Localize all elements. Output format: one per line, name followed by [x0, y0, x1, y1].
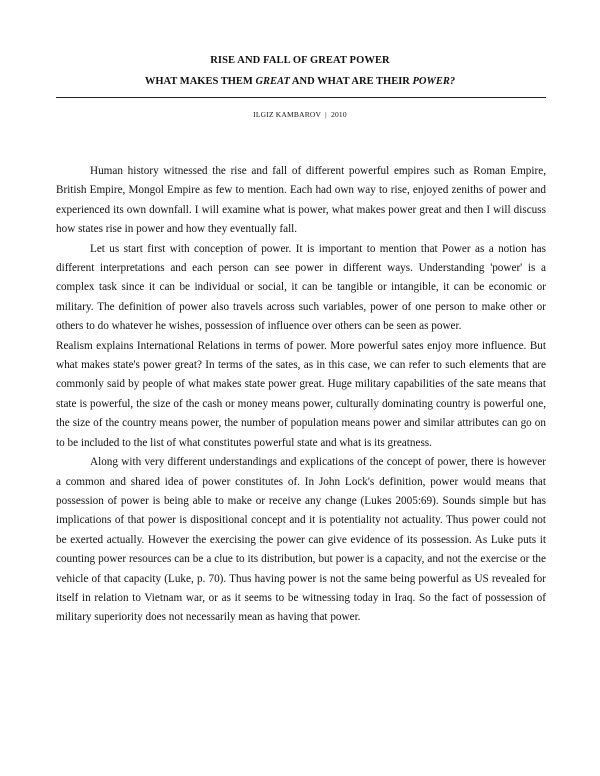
- paragraph-realism: Realism explains International Relations in terms of power. More powerful sates enjoy more influence. But what makes state's power great? In terms of the sates, as in this case, we can refer to such elements that are commonly said by people of what makes state power great. Huge military capabilities of the sate means that state is powerful, the size of the cash or money means power, culturally dominating country is powerful one, the size of the country means power, the number of population means power and similar attributes can go on to be included to the list of what constitutes powerful state and what is its greatness.: [56, 339, 546, 449]
- paragraph-intro: Human history witnessed the rise and fall of different powerful empires such as Roman Empire, British Empire, Mongol Empire as few to mention. Each had own way to rise, enjoyed zeniths of power and experienced its own downfall. I will examine what is power, what makes power great and then I will discuss how states rise in power and how they eventually fall.: [56, 165, 546, 236]
- document-subtitle: [0, 75, 600, 89]
- document-title: RISE AND FALL OF GREAT POWER: [210, 55, 390, 66]
- paragraph-conception-of-power: Let us start first with conception of power. It is important to mention that Power as a notion has different interpretations and each person can see power in different ways. Understanding 'power' is a complex task since it can be individual or social, it can be tangible or intangible, it can be economic or military. The definition of power also travels across such variables, power of one person to make other or others to do whatever he wishes, possession of influence over others can be seen as power.: [56, 242, 546, 333]
- subtitle-part-1: WHAT MAKES THEM: [144, 76, 256, 87]
- document-body: [56, 162, 546, 628]
- author-byline: ILGIZ KAMBAROV | 2010: [253, 110, 347, 119]
- subtitle-part-3: AND WHAT ARE THEIR: [289, 76, 413, 87]
- paragraph-lock-definition: Along with very different understandings and explications of the concept of power, there is however a common and shared idea of power constitutes of. In John Lock's definition, power would means that possession of power is being able to make or receive any change (Lukes 2005:69). Sounds simple but has implications of that power is dispositional concept and it is potentiality not actuality. Thus power could not be exerted actually. However the exercising the power can give evidence of its possession. As Luke puts it counting power resources can be a clue to its distribution, but power is a capacity, and not the exercise or the vehicle of that capacity (Luke, p. 70). Thus having power is not the same being powerful as US revealed for itself in relation to Vietnam war, or as it seems to be witnessing today in Iraq. So the fact of possession of military superiority does not necessarily mean as having that power.: [56, 456, 546, 624]
- header-divider: [56, 97, 546, 98]
- subtitle-part-2: GREAT: [255, 76, 290, 87]
- subtitle-part-4: POWER?: [412, 76, 456, 87]
